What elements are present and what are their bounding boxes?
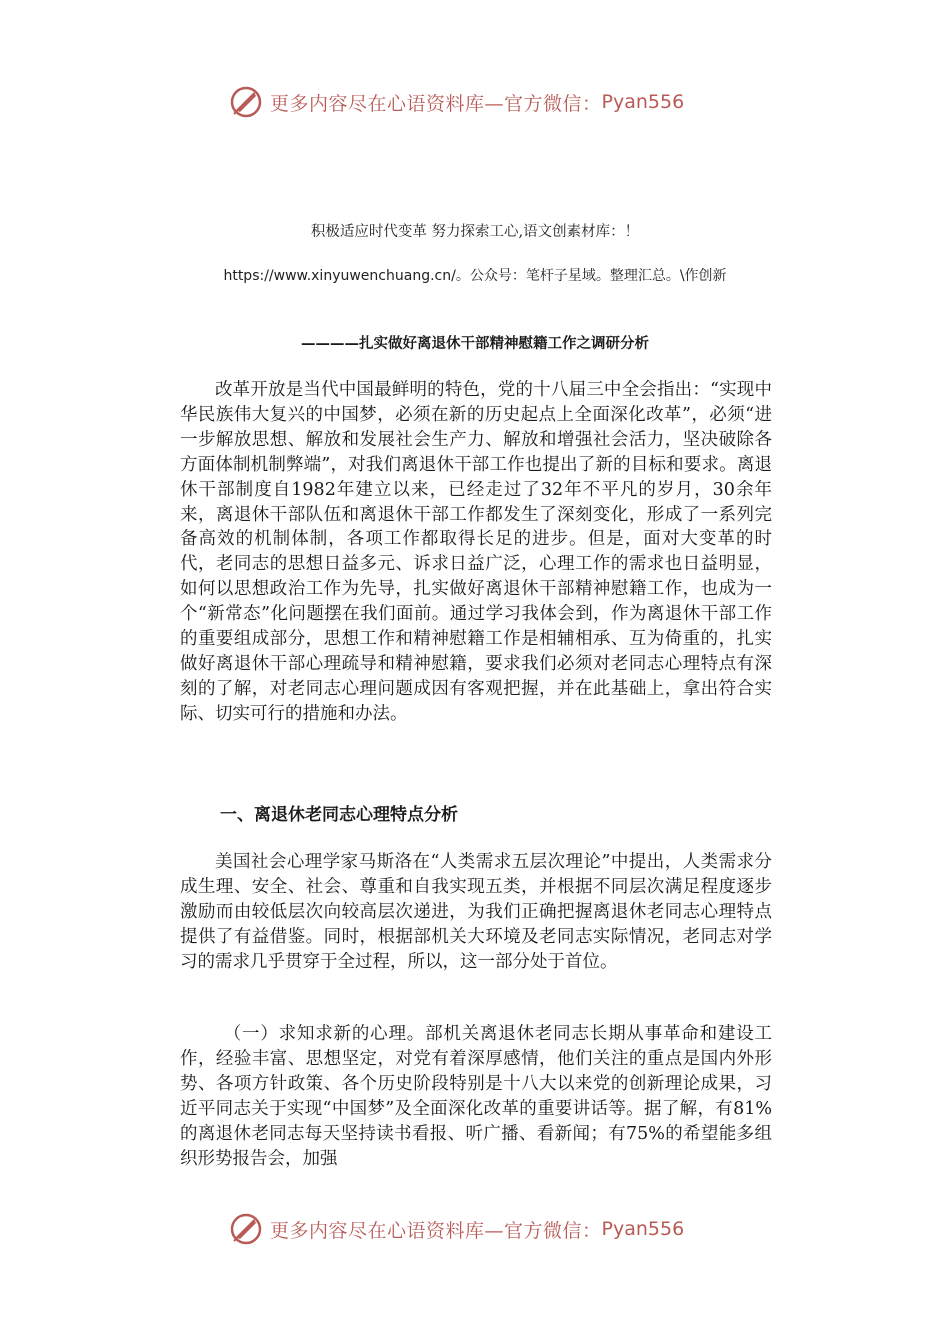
section-heading-1: 一、离退休老同志心理特点分析 — [220, 805, 458, 825]
watermark-bottom — [228, 1211, 684, 1247]
document-title: ————扎实做好离退休干部精神慰籍工作之调研分析 — [301, 336, 649, 352]
quill-logo-icon — [228, 1211, 264, 1247]
paragraph-learning: （一）求知求新的心理。部机关离退休老同志长期从事革命和建设工作，经验丰富、思想坚定，对党有着深厚感情，他们关注的重点是国内外形势、各项方针政策、各个历史阶段特别是十八大以来党的创新理论成果，习近平同志关于实现“中国梦”及全面深化改革的重要讲话等。据了解，有81%的离退休老同志每天坚持读书看报、听广播、看新闻；有75%的希望能多组织形势报告会，加强 — [180, 1024, 772, 1169]
paragraph-maslow: 美国社会心理学家马斯洛在“人类需求五层次理论”中提出，人类需求分成生理、安全、社会、尊重和自我实现五类，并根据不同层次满足程度逐步激励而由较低层次向较高层次递进，为我们正确把握离退休老同志心理特点提供了有益借鉴。同时，根据部机关大环境及老同志实际情况，老同志对学习的需求几乎贯穿于全过程，所以，这一部分处于首位。 — [180, 852, 772, 972]
watermark-top — [228, 84, 684, 120]
header-line-1: 积极适应时代变革 努力探索工心,语文创素材库：！ — [310, 224, 640, 240]
header-line-2: https://www.xinyuwenchuang.cn/。公众号：笔杆子星域。整理汇总。\作创新 — [223, 268, 727, 284]
watermark-wechat-id: Pyan556 — [601, 91, 685, 113]
paragraph-intro: 改革开放是当代中国最鲜明的特色，党的十八届三中全会指出：“实现中华民族伟大复兴的中国梦，必须在新的历史起点上全面深化改革”，必须“进一步解放思想、解放和发展社会生产力、解放和增强社会活力，坚决破除各方面体制机制弊端”，对我们离退休干部工作也提出了新的目标和要求。离退休干部制度自1982年建立以来，已经走过了32年不平凡的岁月，30余年来，离退休干部队伍和离退休干部工作都发生了深刻变化，形成了一系列完备高效的机制体制，各项工作都取得长足的进步。但是，面对大变革的时代，老同志的思想日益多元、诉求日益广泛，心理工作的需求也日益明显，如何以思想政治工作为先导，扎实做好离退休干部精神慰籍工作，也成为一个“新常态”化问题摆在我们面前。通过学习我体会到，作为离退休干部工作的重要组成部分，思想工作和精神慰籍工作是相辅相承、互为倚重的，扎实做好离退休干部心理疏导和精神慰籍，要求我们必须对老同志心理特点有深刻的了解，对老同志心理问题成因有客观把握，并在此基础上，拿出符合实际、切实可行的措施和办法。 — [180, 380, 772, 724]
quill-logo-icon — [228, 84, 264, 120]
watermark-text: 更多内容尽在心语资料库—官方微信： — [270, 92, 602, 115]
watermark-wechat-id: Pyan556 — [601, 1218, 685, 1240]
watermark-text: 更多内容尽在心语资料库—官方微信： — [270, 1219, 602, 1242]
